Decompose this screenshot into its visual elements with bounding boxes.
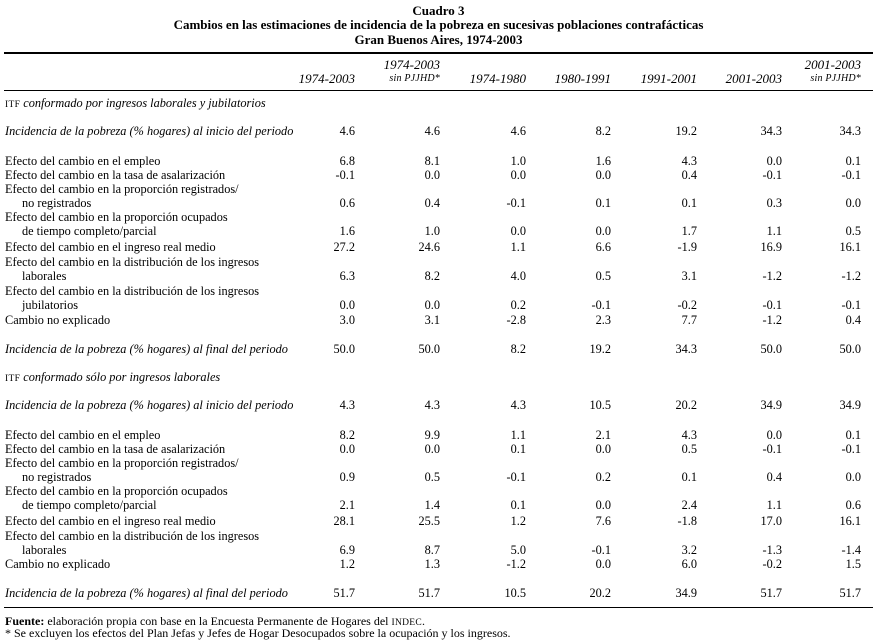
table-cell: 2.1 (339, 498, 355, 512)
table-row (0, 457, 877, 470)
table-cell: 16.1 (839, 514, 861, 528)
table-cell: 0.0 (595, 224, 611, 238)
table-row (0, 429, 877, 442)
section-prefix: ITF (5, 374, 21, 384)
table-cell: 0.1 (845, 428, 861, 442)
table-cell: 0.1 (681, 470, 697, 484)
table-row (0, 241, 877, 254)
table-cell: 3.1 (424, 313, 440, 327)
table-cell: 19.2 (675, 124, 697, 138)
table-cell: -1.2 (841, 269, 861, 283)
table-cell: -1.9 (677, 240, 697, 254)
column-header-6: 2001-2003 (725, 71, 782, 86)
table-cell: 7.7 (681, 313, 697, 327)
table-cell: 19.2 (589, 342, 611, 356)
table-cell: 1.1 (510, 240, 526, 254)
table-cell: 7.6 (595, 514, 611, 528)
table-subtitle: Cambios en las estimaciones de incidencia de la pobreza en sucesivas poblaciones contrafácticas (173, 17, 704, 32)
table-cell: -0.1 (591, 543, 611, 557)
table-row (0, 443, 877, 456)
table-cell: -0.1 (762, 298, 782, 312)
source-text: elaboración propia con base en la Encuesta Permanente de Hogares del (44, 614, 392, 628)
table-cell: 0.4 (424, 196, 440, 210)
table-cell: 0.1 (845, 154, 861, 168)
table-cell: 0.0 (339, 442, 355, 456)
section-heading (5, 97, 266, 112)
table-region: Gran Buenos Aires, 1974-2003 (354, 32, 523, 47)
section-heading (5, 371, 220, 386)
table-cell: 4.6 (510, 124, 526, 138)
table-cell: 0.0 (595, 168, 611, 182)
table-cell: 1.6 (595, 154, 611, 168)
table-cell: 0.0 (845, 196, 861, 210)
table-cell: 0.5 (424, 470, 440, 484)
table-cell: -0.1 (335, 168, 355, 182)
table-cell: -1.3 (762, 543, 782, 557)
table-cell: 3.0 (339, 313, 355, 327)
table-cell: 1.1 (766, 498, 782, 512)
table-cell: 1.2 (339, 557, 355, 571)
table-cell: 4.3 (681, 154, 697, 168)
table-cell: 3.2 (681, 543, 697, 557)
column-header-period: 1974-2003 (383, 57, 440, 72)
table-cell: 1.2 (510, 514, 526, 528)
table-cell: 0.0 (510, 168, 526, 182)
table-row (0, 499, 877, 512)
row-label: no registrados (22, 470, 92, 484)
table-cell: 6.3 (339, 269, 355, 283)
row-label: Incidencia de la pobreza (% hogares) al final del periodo (5, 586, 288, 600)
header-rule (4, 90, 873, 91)
table-cell: 0.1 (510, 442, 526, 456)
column-header-1: 1974-2003 (298, 71, 355, 86)
table-cell: 0.0 (845, 470, 861, 484)
table-row (0, 155, 877, 168)
table-cell: -0.1 (506, 196, 526, 210)
section-title: conformado por ingresos laborales y jubilatorios (20, 96, 266, 110)
table-cell: 0.0 (766, 154, 782, 168)
table-row (0, 544, 877, 557)
table-row (0, 256, 877, 269)
table-cell: 6.6 (595, 240, 611, 254)
table-cell: 8.2 (424, 269, 440, 283)
table-cell: 0.0 (510, 224, 526, 238)
row-label: Efecto del cambio en la distribución de los ingresos (5, 255, 260, 269)
table-row (0, 587, 877, 600)
row-label: Efecto del cambio en el ingreso real medio (5, 514, 216, 528)
table-row (0, 183, 877, 196)
table-cell: 17.0 (760, 514, 782, 528)
table-cell: 0.4 (845, 313, 861, 327)
table-cell: 16.1 (839, 240, 861, 254)
table-cell: -0.2 (762, 557, 782, 571)
table-cell: 4.0 (510, 269, 526, 283)
table-row (0, 343, 877, 356)
table-cell: 4.3 (339, 398, 355, 412)
table-cell: 9.9 (424, 428, 440, 442)
table-cell: 50.0 (839, 342, 861, 356)
table-cell: 51.7 (333, 586, 355, 600)
row-label: jubilatorios (22, 298, 79, 312)
table-row (0, 515, 877, 528)
row-label: Incidencia de la pobreza (% hogares) al final del periodo (5, 342, 288, 356)
table-cell: 0.5 (845, 224, 861, 238)
source-org: INDEC (391, 618, 423, 628)
table-title: Cuadro 3 (412, 3, 465, 18)
table-row (0, 211, 877, 224)
table-cell: 0.5 (681, 442, 697, 456)
source-end: . (422, 614, 426, 628)
table-cell: -1.2 (762, 313, 782, 327)
table-cell: 24.6 (418, 240, 440, 254)
table-cell: 34.3 (760, 124, 782, 138)
table-cell: 0.0 (595, 498, 611, 512)
table-cell: -0.1 (762, 442, 782, 456)
table-cell: -1.4 (841, 543, 861, 557)
table-cell: 0.1 (595, 196, 611, 210)
table-cell: 25.5 (418, 514, 440, 528)
table-cell: 50.0 (760, 342, 782, 356)
table-cell: 0.2 (595, 470, 611, 484)
table-cell: 0.4 (681, 168, 697, 182)
table-row (0, 485, 877, 498)
table-cell: -1.8 (677, 514, 697, 528)
row-label: Incidencia de la pobreza (% hogares) al inicio del periodo (5, 398, 294, 412)
table-cell: 50.0 (333, 342, 355, 356)
section-title: conformado sólo por ingresos laborales (20, 370, 221, 384)
column-header-period: 2001-2003 (804, 57, 861, 72)
table-row (0, 285, 877, 298)
table-row (0, 558, 877, 571)
table-cell: 10.5 (504, 586, 526, 600)
table-cell: 0.0 (339, 298, 355, 312)
table-cell: -0.1 (762, 168, 782, 182)
table-row (0, 299, 877, 312)
row-label: no registrados (22, 196, 92, 210)
table-cell: 28.1 (333, 514, 355, 528)
table-cell: 0.1 (681, 196, 697, 210)
table-cell: 6.8 (339, 154, 355, 168)
table-cell: -0.1 (841, 442, 861, 456)
table-cell: 51.7 (760, 586, 782, 600)
table-cell: 1.7 (681, 224, 697, 238)
row-label: de tiempo completo/parcial (22, 224, 157, 238)
table-cell: 4.6 (424, 124, 440, 138)
table-row (0, 530, 877, 543)
table-cell: 0.0 (424, 298, 440, 312)
top-rule (4, 52, 873, 54)
row-label: Efecto del cambio en la distribución de los ingresos (5, 529, 260, 543)
table-cell: 20.2 (589, 586, 611, 600)
table-cell: 1.0 (510, 154, 526, 168)
row-label: Efecto del cambio en el empleo (5, 428, 161, 442)
row-label: Efecto del cambio en la proporción registrados/ (5, 456, 239, 470)
table-row (0, 270, 877, 283)
column-header-3: 1974-1980 (469, 71, 526, 86)
row-label: laborales (22, 269, 67, 283)
table-cell: 0.6 (845, 498, 861, 512)
table-cell: 4.6 (339, 124, 355, 138)
row-label: Efecto del cambio en la tasa de asalarización (5, 442, 226, 456)
table-cell: 0.6 (339, 196, 355, 210)
table-cell: 10.5 (589, 398, 611, 412)
column-header-note: sin PJJHD* (389, 73, 440, 84)
footnote: * Se excluyen los efectos del Plan Jefas y Jefes de Hogar Desocupados sobre la ocupación y los ingresos. (5, 626, 511, 640)
table-cell: 0.0 (766, 428, 782, 442)
table-cell: 3.1 (681, 269, 697, 283)
table-cell: 20.2 (675, 398, 697, 412)
table-cell: 1.1 (510, 428, 526, 442)
table-row (0, 197, 877, 210)
table-cell: -1.2 (762, 269, 782, 283)
table-cell: 34.9 (675, 586, 697, 600)
table-cell: 4.3 (424, 398, 440, 412)
table-cell: 8.2 (510, 342, 526, 356)
table-cell: -2.8 (506, 313, 526, 327)
column-header-5: 1991-2001 (640, 71, 697, 86)
table-cell: 34.3 (675, 342, 697, 356)
table-cell: 0.5 (595, 269, 611, 283)
column-header-7 (741, 58, 861, 86)
table-row (0, 169, 877, 182)
table-cell: 16.9 (760, 240, 782, 254)
table-cell: 27.2 (333, 240, 355, 254)
row-label: Cambio no explicado (5, 313, 111, 327)
table-cell: 0.3 (766, 196, 782, 210)
table-cell: -0.1 (841, 168, 861, 182)
table-cell: -1.2 (506, 557, 526, 571)
table-cell: 34.9 (839, 398, 861, 412)
table-cell: 51.7 (418, 586, 440, 600)
row-label: Efecto del cambio en el empleo (5, 154, 161, 168)
row-label: Efecto del cambio en la proporción ocupados (5, 484, 228, 498)
table-cell: -0.1 (841, 298, 861, 312)
table-cell: -0.1 (591, 298, 611, 312)
table-cell: 1.3 (424, 557, 440, 571)
table-row (0, 225, 877, 238)
table-cell: 1.1 (766, 224, 782, 238)
table-cell: 8.7 (424, 543, 440, 557)
row-label: Cambio no explicado (5, 557, 111, 571)
footer-rule (4, 607, 873, 608)
row-label: de tiempo completo/parcial (22, 498, 157, 512)
table-cell: 1.0 (424, 224, 440, 238)
table-cell: 8.2 (595, 124, 611, 138)
table-cell: 0.9 (339, 470, 355, 484)
table-cell: 0.2 (510, 298, 526, 312)
source-label: Fuente: (5, 614, 45, 628)
table-cell: -0.1 (506, 470, 526, 484)
row-label: Incidencia de la pobreza (% hogares) al inicio del periodo (5, 124, 294, 138)
table-cell: 1.4 (424, 498, 440, 512)
table-cell: 0.0 (424, 442, 440, 456)
table-cell: 34.3 (839, 124, 861, 138)
table-row (0, 399, 877, 412)
row-label: Efecto del cambio en la tasa de asalarización (5, 168, 226, 182)
row-label: Efecto del cambio en el ingreso real medio (5, 240, 216, 254)
table-cell: 4.3 (510, 398, 526, 412)
section-prefix: ITF (5, 100, 21, 110)
table-cell: 0.1 (510, 498, 526, 512)
table-cell: 2.3 (595, 313, 611, 327)
table-cell: 8.1 (424, 154, 440, 168)
table-row (0, 314, 877, 327)
table-cell: 5.0 (510, 543, 526, 557)
row-label: Efecto del cambio en la proporción ocupados (5, 210, 228, 224)
row-label: laborales (22, 543, 67, 557)
table-cell: 1.6 (339, 224, 355, 238)
column-header-4: 1980-1991 (554, 71, 611, 86)
table-row (0, 471, 877, 484)
table-cell: 6.9 (339, 543, 355, 557)
table-cell: 0.0 (595, 442, 611, 456)
row-label: Efecto del cambio en la proporción registrados/ (5, 182, 239, 196)
table-cell: 4.3 (681, 428, 697, 442)
table-cell: 2.4 (681, 498, 697, 512)
column-header-note: sin PJJHD* (810, 73, 861, 84)
table-cell: 0.4 (766, 470, 782, 484)
table-row (0, 125, 877, 138)
row-label: Efecto del cambio en la distribución de los ingresos (5, 284, 260, 298)
table-cell: -0.2 (677, 298, 697, 312)
table-cell: 8.2 (339, 428, 355, 442)
table-cell: 51.7 (839, 586, 861, 600)
table-cell: 0.0 (424, 168, 440, 182)
table-cell: 34.9 (760, 398, 782, 412)
table-cell: 2.1 (595, 428, 611, 442)
table-cell: 6.0 (681, 557, 697, 571)
table-cell: 0.0 (595, 557, 611, 571)
table-cell: 1.5 (845, 557, 861, 571)
table-cell: 50.0 (418, 342, 440, 356)
